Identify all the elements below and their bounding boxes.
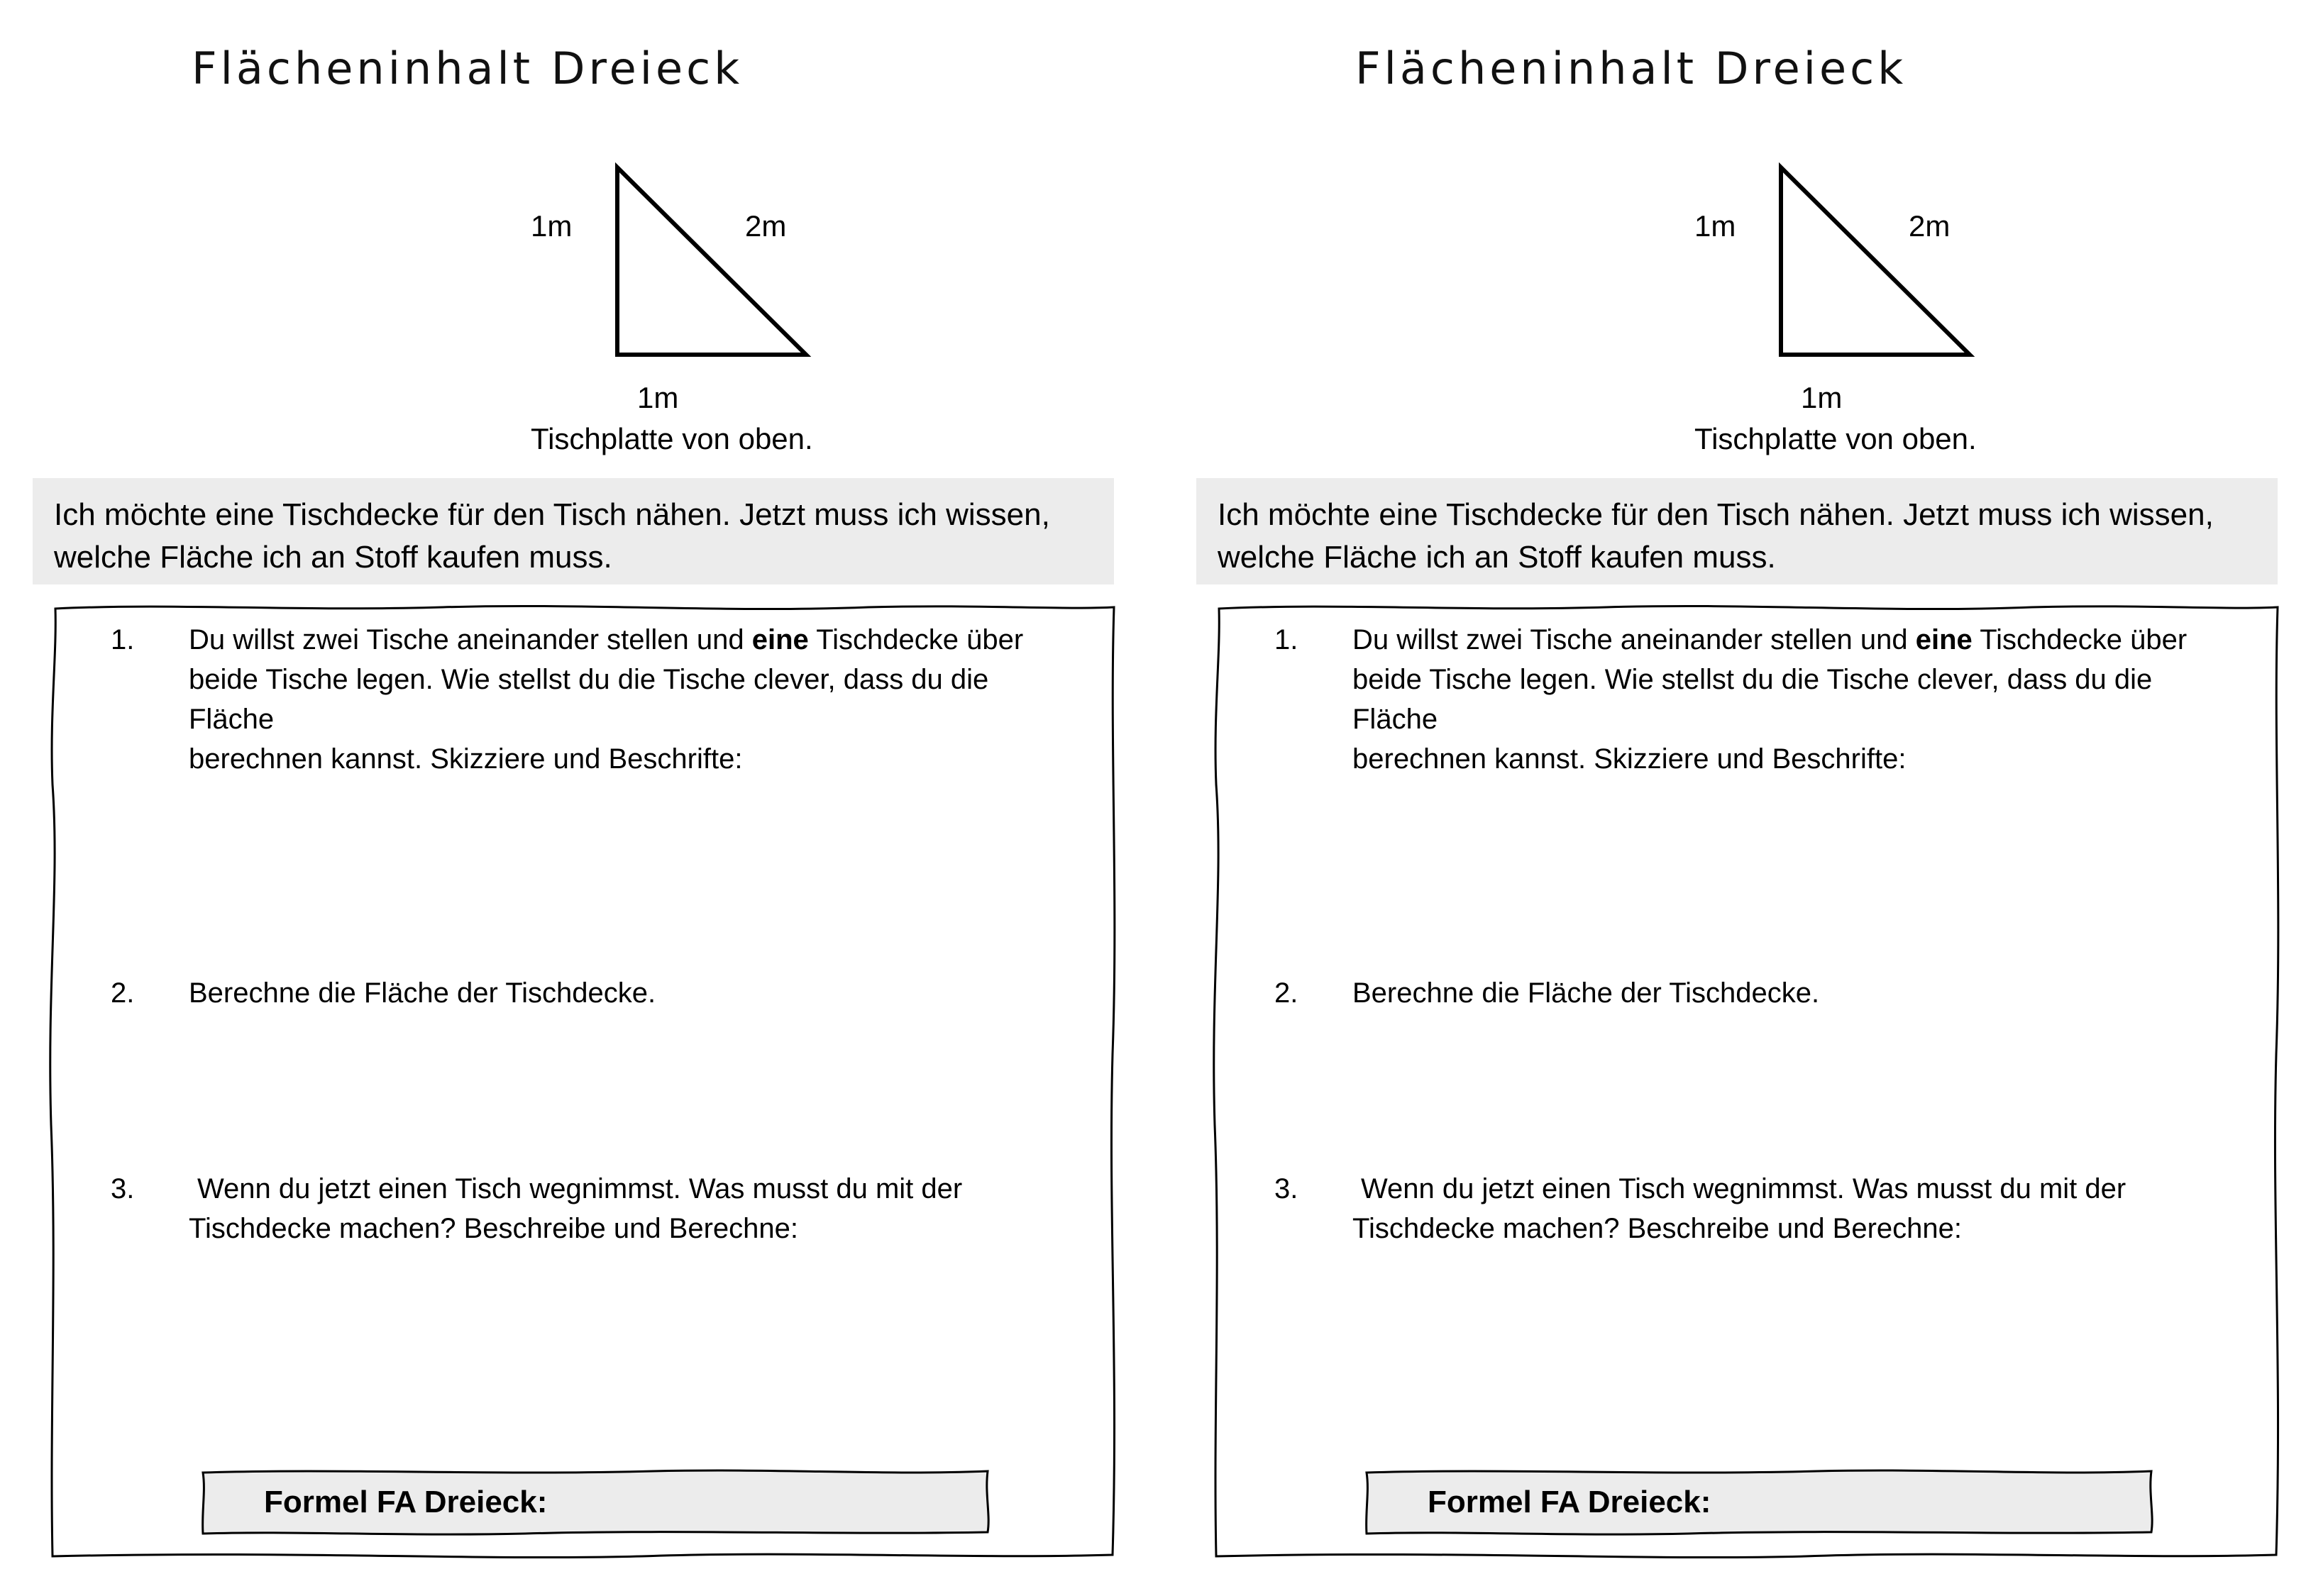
formula-box bbox=[199, 1465, 993, 1536]
task-text-line: Berechne die Fläche der Tischdecke. bbox=[189, 977, 656, 1009]
task-text bbox=[189, 620, 1076, 779]
scenario-box bbox=[1196, 478, 2278, 584]
task-emphasis: eine bbox=[751, 624, 809, 655]
task-number: 3. bbox=[111, 1173, 135, 1204]
scenario-line: welche Fläche ich an Stoff kaufen muss. bbox=[1218, 540, 1776, 575]
task-text bbox=[1352, 973, 2239, 1013]
triangle-side-left-label: 1m bbox=[1694, 209, 1736, 243]
task-text-line bbox=[189, 620, 1076, 660]
task-emphasis: eine bbox=[1915, 624, 1973, 655]
triangle-side-bottom-label: 1m bbox=[637, 381, 679, 414]
task-number: 1. bbox=[111, 624, 135, 655]
task-text-segment: Du willst zwei Tische aneinander stellen und bbox=[189, 624, 752, 655]
triangle-figure bbox=[1774, 160, 1980, 362]
task-text-line: beide Tische legen. Wie stellst du die Tische clever, dass du die Fläche bbox=[189, 664, 989, 735]
task-text bbox=[1352, 620, 2239, 779]
triangle-side-bottom-label: 1m bbox=[1801, 381, 1843, 414]
task-text bbox=[189, 973, 1076, 1013]
scenario-box bbox=[33, 478, 1114, 584]
task-text-segment: Tischdecke über bbox=[1972, 624, 2188, 655]
task-text-segment: Du willst zwei Tische aneinander stellen und bbox=[1352, 624, 1916, 655]
task-text-line: Tischdecke machen? Beschreibe und Berechne: bbox=[189, 1213, 799, 1244]
formula-label: Formel FA Dreieck: bbox=[264, 1485, 548, 1519]
formula-label: Formel FA Dreieck: bbox=[1428, 1485, 1711, 1519]
task-number: 2. bbox=[111, 977, 135, 1009]
scenario-line: Ich möchte eine Tischdecke für den Tisch nähen. Jetzt muss ich wissen, bbox=[54, 497, 1050, 532]
task-frame bbox=[45, 600, 1124, 1562]
task-text-line: berechnen kannst. Skizziere und Beschrifte: bbox=[189, 743, 743, 775]
task-number: 2. bbox=[1274, 977, 1298, 1009]
triangle-figure bbox=[610, 160, 816, 362]
task-number: 1. bbox=[1274, 624, 1298, 655]
task-text-segment: Tischdecke über bbox=[808, 624, 1024, 655]
triangle-caption: Tischplatte von oben. bbox=[1694, 422, 1977, 455]
task-text-line bbox=[1352, 620, 2239, 660]
worksheet-title: Flächeninhalt Dreieck bbox=[192, 43, 744, 94]
formula-box bbox=[1362, 1465, 2157, 1536]
worksheet-right bbox=[1164, 0, 2306, 1596]
task-text bbox=[189, 1169, 1084, 1248]
task-text-line: Wenn du jetzt einen Tisch wegnimmst. Was musst du mit der bbox=[1361, 1173, 2126, 1204]
worksheet-title: Flächeninhalt Dreieck bbox=[1355, 43, 1907, 94]
task-text-line: Berechne die Fläche der Tischdecke. bbox=[1352, 977, 1820, 1009]
scenario-line: Ich möchte eine Tischdecke für den Tisch nähen. Jetzt muss ich wissen, bbox=[1218, 497, 2214, 532]
scenario-line: welche Fläche ich an Stoff kaufen muss. bbox=[54, 540, 612, 575]
triangle-hypotenuse-label: 2m bbox=[1909, 209, 1951, 243]
task-text-line: beide Tische legen. Wie stellst du die Tische clever, dass du die Fläche bbox=[1352, 664, 2153, 735]
task-text-line: Tischdecke machen? Beschreibe und Berechne: bbox=[1352, 1213, 1963, 1244]
task-text-line: berechnen kannst. Skizziere und Beschrifte: bbox=[1352, 743, 1907, 775]
task-text bbox=[1352, 1169, 2248, 1248]
triangle-caption: Tischplatte von oben. bbox=[531, 422, 813, 455]
task-frame bbox=[1209, 600, 2288, 1562]
triangle-side-left-label: 1m bbox=[531, 209, 573, 243]
task-number: 3. bbox=[1274, 1173, 1298, 1204]
task-text-line: Wenn du jetzt einen Tisch wegnimmst. Was musst du mit der bbox=[197, 1173, 963, 1204]
triangle-hypotenuse-label: 2m bbox=[745, 209, 787, 243]
